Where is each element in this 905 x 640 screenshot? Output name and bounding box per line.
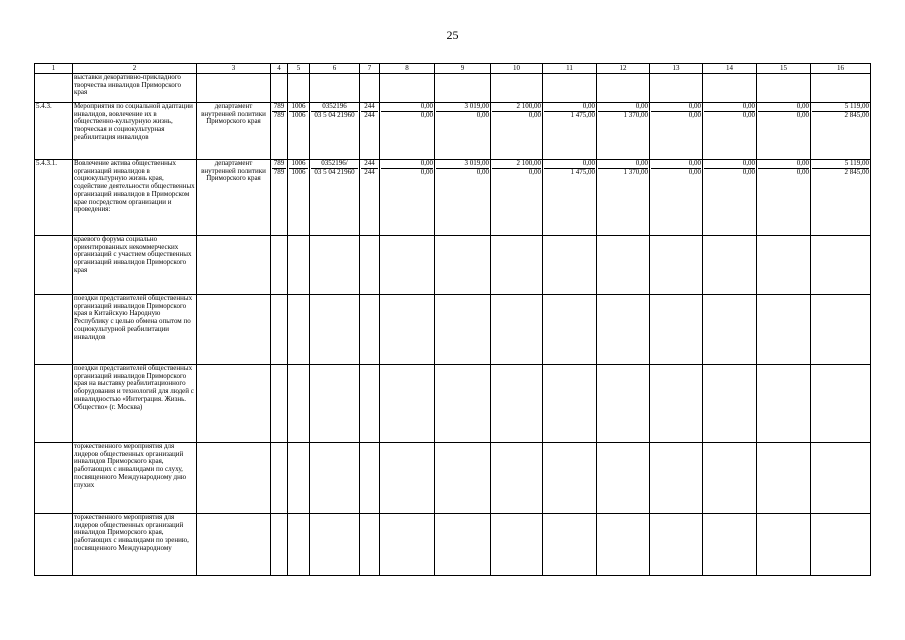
responsible-executor-cell: департамент внутренней политики Приморского края [197, 103, 271, 160]
value-line: 244 [364, 111, 375, 119]
value-cell [380, 236, 435, 295]
value-cell [380, 365, 435, 443]
value-line: 0,00 [381, 103, 433, 112]
value-cell [435, 103, 491, 160]
value-cell [310, 236, 360, 295]
value-line: 0,00 [796, 168, 809, 176]
value-cell [271, 295, 288, 365]
value-line: 0,00 [758, 160, 809, 169]
value-cell [650, 295, 703, 365]
value-cell [380, 160, 435, 236]
column-header: 16 [811, 64, 871, 74]
table-body [35, 64, 871, 576]
value-cell [703, 443, 757, 514]
column-header: 5 [288, 64, 310, 74]
value-line: 789 [273, 168, 285, 176]
value-cell [380, 103, 435, 160]
column-header: 10 [491, 64, 543, 74]
value-cell [491, 514, 543, 576]
budget-table [34, 63, 871, 576]
value-cell [435, 236, 491, 295]
table-row [35, 74, 871, 103]
value-cell [271, 236, 288, 295]
value-cell [597, 514, 650, 576]
item-description-cell: поездки представителей общественных организаций инвалидов Приморского края в Китайскую Народную Республику с целью обмена опытом по социокультурной реабилитации инвалидов [73, 295, 197, 365]
responsible-executor-cell [197, 514, 271, 576]
value-cell [543, 365, 597, 443]
value-line: 0,00 [651, 160, 701, 169]
value-cell [597, 160, 650, 236]
value-line: 1 475,00 [570, 111, 595, 119]
item-number-cell: 5.4.3.1. [35, 160, 73, 236]
value-cell [360, 236, 380, 295]
value-line: 0,00 [688, 168, 701, 176]
value-line: 2 845,00 [844, 111, 869, 119]
value-cell [360, 160, 380, 236]
value-line: 5 119,00 [812, 103, 869, 112]
value-cell [435, 514, 491, 576]
value-cell [543, 443, 597, 514]
column-header: 12 [597, 64, 650, 74]
column-header: 2 [73, 64, 197, 74]
value-cell [703, 365, 757, 443]
item-number-cell: 5.4.3. [35, 103, 73, 160]
value-cell [360, 103, 380, 160]
column-header: 1 [35, 64, 73, 74]
value-line: 1006 [289, 103, 308, 112]
value-cell [310, 365, 360, 443]
value-line: 0,00 [651, 103, 701, 112]
value-line: 244 [361, 160, 378, 169]
responsible-executor-cell: департамент внутренней политики Приморского края [197, 160, 271, 236]
value-cell [491, 160, 543, 236]
value-cell [703, 160, 757, 236]
value-cell [703, 514, 757, 576]
column-header: 13 [650, 64, 703, 74]
column-header: 6 [310, 64, 360, 74]
value-cell [543, 295, 597, 365]
value-line: 2 100,00 [492, 103, 541, 112]
value-cell [597, 103, 650, 160]
value-cell [811, 160, 871, 236]
value-line: 3 019,00 [436, 103, 489, 112]
value-cell [543, 236, 597, 295]
item-description-cell: торжественного мероприятия для лидеров общественных организаций инвалидов Приморского края, работающих с инвалидами по зрению, посвященного Международному [73, 514, 197, 576]
value-cell [491, 74, 543, 103]
value-line: 1006 [291, 111, 306, 119]
item-description-cell: краевого форума социально ориентированных некоммерческих организаций с участием общественных организаций инвалидов Приморского края [73, 236, 197, 295]
value-line: 5 119,00 [812, 160, 869, 169]
value-cell [271, 103, 288, 160]
value-line: 03 5 04 21960 [314, 111, 355, 119]
column-header: 15 [757, 64, 811, 74]
value-line: 2 845,00 [844, 168, 869, 176]
value-cell [811, 295, 871, 365]
value-cell [757, 103, 811, 160]
value-cell [288, 365, 310, 443]
value-cell [380, 514, 435, 576]
value-cell [811, 365, 871, 443]
item-number-cell [35, 443, 73, 514]
responsible-executor-cell [197, 295, 271, 365]
value-cell [310, 295, 360, 365]
value-cell [811, 443, 871, 514]
value-cell [650, 74, 703, 103]
value-cell [288, 514, 310, 576]
value-line: 3 019,00 [436, 160, 489, 169]
value-line: 0,00 [381, 160, 433, 169]
value-cell [491, 103, 543, 160]
item-number-cell [35, 236, 73, 295]
value-cell [435, 365, 491, 443]
value-cell [757, 365, 811, 443]
value-line: 1 370,00 [623, 168, 648, 176]
value-cell [435, 443, 491, 514]
value-line: 789 [273, 111, 285, 119]
value-cell [757, 74, 811, 103]
table-row [35, 365, 871, 443]
value-cell [703, 103, 757, 160]
value-cell [703, 74, 757, 103]
value-line: 0,00 [544, 160, 595, 169]
item-description-cell: поездки представителей общественных организаций инвалидов Приморского края на выставку реабилитационного оборудования и технологий для людей с инвалидностью «Интеграция. Жизнь. Общество» (г. Москва) [73, 365, 197, 443]
value-cell [491, 236, 543, 295]
value-cell [491, 443, 543, 514]
item-description-cell: Мероприятия по социальной адаптации инвалидов, вовлечение их в общественно-культурную жизнь, творческая и социокультурная реабилитация инвалидов [73, 103, 197, 160]
value-line: 03 5 04 21960 [314, 168, 355, 176]
value-line: 789 [273, 160, 285, 167]
table-row [35, 236, 871, 295]
value-cell [650, 514, 703, 576]
value-line: 0,00 [420, 111, 433, 119]
value-cell [757, 236, 811, 295]
value-cell [271, 514, 288, 576]
value-cell [380, 443, 435, 514]
value-cell [757, 295, 811, 365]
column-header: 4 [271, 64, 288, 74]
page-number: 25 [446, 28, 459, 42]
value-line: 0,00 [742, 111, 755, 119]
responsible-executor-cell [197, 74, 271, 103]
value-cell [811, 236, 871, 295]
value-cell [435, 160, 491, 236]
value-cell [597, 236, 650, 295]
column-header: 11 [543, 64, 597, 74]
value-line: 0,00 [528, 111, 541, 119]
value-cell [543, 514, 597, 576]
item-number-cell [35, 365, 73, 443]
value-line: 0,00 [688, 111, 701, 119]
value-cell [271, 74, 288, 103]
table-row [35, 295, 871, 365]
value-line: 0,00 [796, 111, 809, 119]
value-cell [597, 365, 650, 443]
value-cell [597, 443, 650, 514]
value-cell [360, 295, 380, 365]
value-cell [288, 74, 310, 103]
value-line: 0352196/ [311, 160, 358, 169]
value-line: 244 [364, 168, 375, 176]
value-line: 0,00 [598, 103, 648, 112]
table-row [35, 103, 871, 160]
value-cell [703, 236, 757, 295]
item-number-cell [35, 74, 73, 103]
item-number-cell [35, 514, 73, 576]
value-cell [650, 443, 703, 514]
value-cell [310, 514, 360, 576]
value-cell [288, 160, 310, 236]
value-cell [543, 103, 597, 160]
value-cell [757, 160, 811, 236]
value-cell [543, 74, 597, 103]
value-cell [380, 74, 435, 103]
value-cell [597, 295, 650, 365]
value-line: 0,00 [704, 103, 755, 112]
value-cell [650, 160, 703, 236]
value-cell [811, 514, 871, 576]
column-header: 9 [435, 64, 491, 74]
item-description-cell: Вовлечение актива общественных организаций инвалидов в социокультурную жизнь края, содействие деятельности общественных организаций инвалидов в Приморском крае посредством организации и проведения: [73, 160, 197, 236]
responsible-executor-cell [197, 443, 271, 514]
column-header: 7 [360, 64, 380, 74]
value-line: 0,00 [528, 168, 541, 176]
value-line: 0,00 [476, 168, 489, 176]
value-cell [310, 103, 360, 160]
responsible-executor-cell [197, 236, 271, 295]
value-cell [650, 103, 703, 160]
value-cell [757, 443, 811, 514]
value-cell [288, 236, 310, 295]
table-row [35, 514, 871, 576]
value-cell [310, 160, 360, 236]
value-line: 0,00 [598, 160, 648, 169]
value-line: 0,00 [758, 103, 809, 112]
value-cell [435, 295, 491, 365]
value-cell [491, 365, 543, 443]
value-line: 1 475,00 [570, 168, 595, 176]
value-line: 0,00 [742, 168, 755, 176]
value-cell [811, 74, 871, 103]
value-line: 1 370,00 [623, 111, 648, 119]
value-line: 2 100,00 [492, 160, 541, 169]
value-line: 244 [361, 103, 378, 112]
value-cell [360, 443, 380, 514]
value-cell [380, 295, 435, 365]
header-row [35, 64, 871, 74]
value-cell [271, 443, 288, 514]
value-cell [811, 103, 871, 160]
responsible-executor-cell [197, 365, 271, 443]
value-cell [360, 514, 380, 576]
value-cell [360, 365, 380, 443]
value-line: 789 [273, 103, 285, 110]
table-row [35, 443, 871, 514]
value-cell [271, 160, 288, 236]
value-line: 1006 [291, 168, 306, 176]
column-header: 8 [380, 64, 435, 74]
item-description-cell: выставки декоративно-прикладного творчества инвалидов Приморского края [73, 74, 197, 103]
value-cell [650, 236, 703, 295]
value-line: 0,00 [544, 103, 595, 112]
value-cell [360, 74, 380, 103]
value-line: 0,00 [476, 111, 489, 119]
value-cell [310, 74, 360, 103]
value-cell [288, 443, 310, 514]
item-number-cell [35, 295, 73, 365]
value-cell [288, 295, 310, 365]
value-line: 0352196 [311, 103, 358, 112]
value-cell [491, 295, 543, 365]
value-cell [597, 74, 650, 103]
column-header: 3 [197, 64, 271, 74]
value-cell [435, 74, 491, 103]
value-cell [271, 365, 288, 443]
column-header: 14 [703, 64, 757, 74]
table-row [35, 160, 871, 236]
item-description-cell: торжественного мероприятия для лидеров общественных организаций инвалидов Приморского края, работающих с инвалидами по слуху, посвященного Международному дню глухих [73, 443, 197, 514]
value-cell [288, 103, 310, 160]
value-line: 0,00 [420, 168, 433, 176]
value-cell [650, 365, 703, 443]
value-cell [757, 514, 811, 576]
value-line: 1006 [289, 160, 308, 169]
value-line: 0,00 [704, 160, 755, 169]
value-cell [543, 160, 597, 236]
value-cell [703, 295, 757, 365]
value-cell [310, 443, 360, 514]
